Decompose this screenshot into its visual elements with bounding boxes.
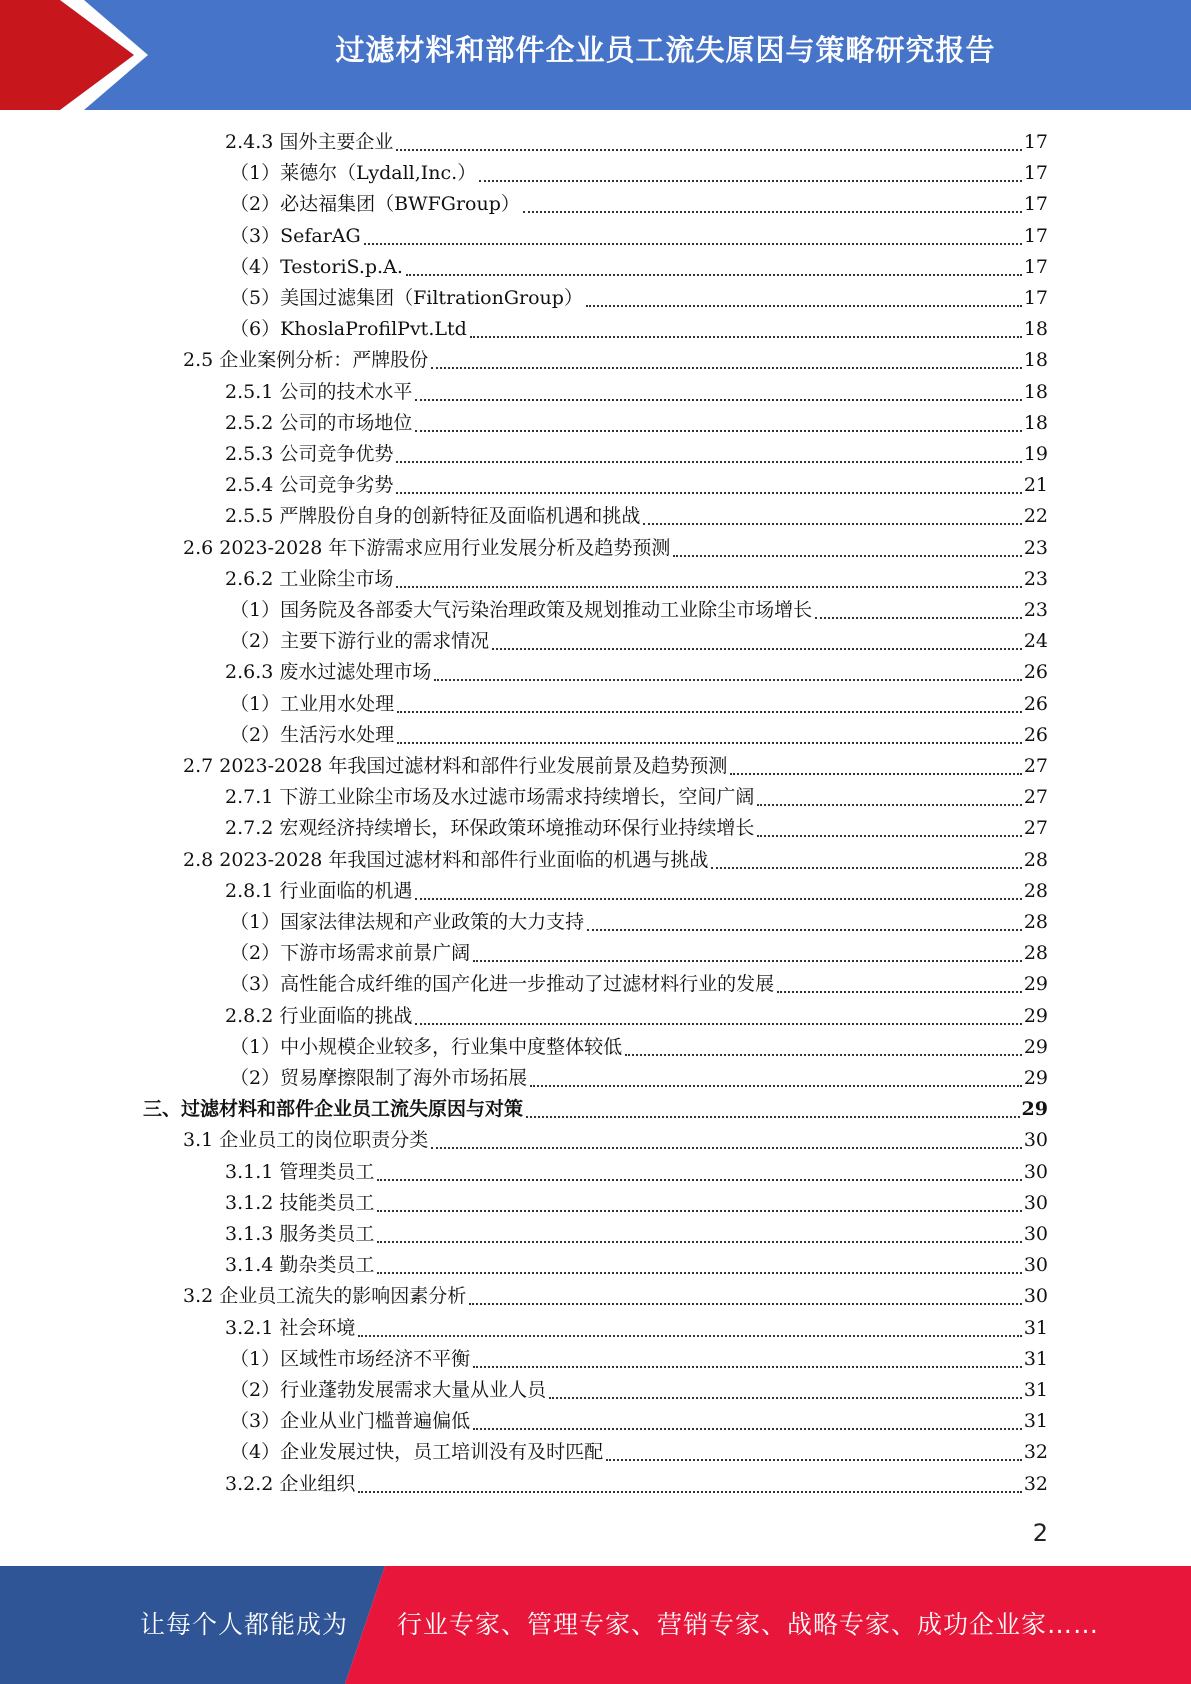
toc-entry[interactable] — [225, 1313, 1048, 1344]
toc-entry-page: 30 — [1023, 1223, 1048, 1245]
toc-entry-page: 28 — [1023, 848, 1048, 871]
toc-entry-page: 28 — [1023, 879, 1048, 902]
toc-entry-page: 30 — [1023, 1160, 1048, 1183]
toc-entry-page: 29 — [1023, 1035, 1048, 1058]
toc-entry[interactable] — [225, 657, 1048, 688]
toc-entry[interactable] — [230, 314, 1048, 345]
toc-dot-leader — [415, 399, 1021, 401]
toc-entry[interactable] — [183, 1125, 1048, 1156]
toc-entry-label: 2.8.2 行业面临的挑战 — [225, 1004, 413, 1027]
toc-entry-label: （4）企业发展过快，员工培训没有及时匹配 — [230, 1441, 604, 1464]
toc-entry-label: 2.5.3 公司竞争优势 — [225, 443, 394, 465]
toc-entry-label: 3.1.2 技能类员工 — [225, 1191, 375, 1214]
toc-dot-leader — [469, 1303, 1022, 1305]
toc-entry[interactable] — [225, 1469, 1048, 1500]
toc-entry-label: 2.7.1 下游工业除尘市场及水过滤市场需求持续增长，空间广阔 — [225, 786, 755, 809]
toc-entry-label: （3）SefarAG — [230, 224, 361, 247]
toc-entry-label: 2.8.1 行业面临的机遇 — [225, 879, 413, 902]
toc-entry-label: （1）区域性市场经济不平衡 — [230, 1347, 471, 1370]
toc-entry-label: （2）下游市场需求前景广阔 — [230, 942, 471, 965]
toc-entry-label: （1）国家法律法规和产业政策的大力支持 — [230, 911, 585, 933]
toc-entry[interactable] — [225, 377, 1048, 408]
toc-dot-leader — [586, 305, 1022, 307]
toc-entry[interactable] — [183, 533, 1048, 564]
toc-dot-leader — [358, 1491, 1021, 1493]
toc-entry[interactable] — [225, 813, 1048, 844]
toc-entry-label: （1）莱德尔（Lydall,Inc.） — [230, 162, 477, 185]
toc-dot-leader — [473, 1366, 1022, 1368]
toc-entry[interactable] — [225, 1250, 1048, 1281]
toc-entry-label: （4）TestoriS.p.A. — [230, 255, 403, 278]
toc-entry-page: 17 — [1023, 224, 1048, 247]
toc-entry-page: 28 — [1023, 911, 1048, 933]
toc-dot-leader — [415, 1023, 1021, 1025]
toc-entry-label: 2.4.3 国外主要企业 — [225, 131, 394, 153]
toc-entry-page: 30 — [1023, 1129, 1048, 1152]
toc-entry[interactable] — [230, 252, 1048, 283]
toc-dot-leader — [431, 367, 1022, 369]
toc-entry-label: 3.2.2 企业组织 — [225, 1472, 356, 1495]
toc-entry[interactable] — [230, 969, 1048, 1000]
page-header — [0, 0, 1191, 110]
page-number: 2 — [1032, 1519, 1048, 1547]
toc-entry-label: （6）KhoslaProfilPvt.Ltd — [230, 318, 467, 341]
toc-entry-label: 2.5.1 公司的技术水平 — [225, 380, 413, 403]
toc-dot-leader — [777, 991, 1022, 993]
toc-entry-page: 27 — [1023, 817, 1048, 840]
toc-entry[interactable] — [230, 938, 1048, 969]
toc-entry[interactable] — [225, 782, 1048, 813]
toc-entry-page: 30 — [1023, 1191, 1048, 1214]
toc-entry-page: 17 — [1023, 162, 1048, 185]
toc-entry[interactable] — [230, 720, 1048, 751]
document-title: 过滤材料和部件企业员工流失原因与策略研究报告 — [335, 33, 996, 67]
toc-entry-label: （2）必达福集团（BWFGroup） — [230, 193, 520, 216]
toc-entry-page: 30 — [1023, 1254, 1048, 1277]
toc-entry-page: 31 — [1023, 1410, 1048, 1433]
toc-entry[interactable] — [225, 470, 1048, 501]
toc-entry[interactable] — [230, 689, 1048, 720]
toc-entry-page: 27 — [1023, 786, 1048, 809]
toc-dot-leader — [396, 149, 1021, 151]
toc-dot-leader — [643, 523, 1021, 525]
toc-entry-label: （3）企业从业门槛普遍偏低 — [230, 1410, 471, 1433]
toc-dot-leader — [549, 1397, 1022, 1399]
toc-entry[interactable] — [230, 1063, 1048, 1094]
toc-entry-page: 26 — [1023, 661, 1048, 684]
toc-entry[interactable] — [230, 907, 1048, 938]
toc-entry-page: 23 — [1023, 567, 1048, 590]
toc-entry-label: 2.6.3 废水过滤处理市场 — [225, 661, 432, 684]
toc-dot-leader — [473, 1428, 1022, 1430]
toc-entry[interactable] — [225, 127, 1048, 158]
toc-entry-page: 31 — [1023, 1379, 1048, 1401]
toc-entry-page: 28 — [1023, 942, 1048, 965]
toc-dot-leader — [757, 835, 1021, 837]
toc-entry[interactable] — [225, 876, 1048, 907]
toc-entry-page: 29 — [1023, 973, 1048, 996]
toc-dot-leader — [364, 243, 1022, 245]
toc-entry-page: 26 — [1023, 723, 1048, 746]
toc-dot-leader — [434, 679, 1021, 681]
toc-entry[interactable] — [183, 1281, 1048, 1312]
toc-entry-page: 18 — [1023, 318, 1048, 341]
toc-entry-page: 24 — [1023, 630, 1048, 653]
toc-entry-page: 32 — [1023, 1472, 1048, 1495]
toc-entry-label: 3.1 企业员工的岗位职责分类 — [183, 1129, 429, 1152]
toc-entry-label: 2.5.5 严牌股份自身的创新特征及面临机遇和挑战 — [225, 505, 641, 528]
toc-entry-label: 2.7 2023-2028 年我国过滤材料和部件行业发展前景及趋势预测 — [183, 755, 728, 777]
toc-dot-leader — [397, 711, 1022, 713]
toc-dot-leader — [606, 1459, 1022, 1461]
toc-dot-leader — [377, 1272, 1021, 1274]
toc-entry-label: 3.1.1 管理类员工 — [225, 1160, 375, 1183]
footer-slogan-left: 让每个人都能成为 — [140, 1610, 349, 1639]
toc-entry-label: 2.5.2 公司的市场地位 — [225, 411, 413, 434]
toc-entry[interactable] — [225, 439, 1048, 470]
toc-dot-leader — [587, 929, 1022, 931]
toc-entry-label: （1）国务院及各部委大气污染治理政策及规划推动工业除尘市场增长 — [230, 599, 813, 621]
toc-entry-label: （1）中小规模企业较多，行业集中度整体较低 — [230, 1035, 623, 1058]
toc-entry-page: 29 — [1023, 1067, 1048, 1089]
toc-entry-page: 17 — [1023, 193, 1048, 216]
toc-entry-label: 2.6 2023-2028 年下游需求应用行业发展分析及趋势预测 — [183, 536, 671, 559]
toc-entry[interactable] — [230, 221, 1048, 252]
toc-entry[interactable] — [230, 1344, 1048, 1375]
toc-dot-leader — [406, 274, 1022, 276]
toc-entry-page: 18 — [1023, 349, 1048, 372]
toc-entry-page: 18 — [1023, 411, 1048, 434]
toc-dot-leader — [492, 648, 1022, 650]
toc-entry[interactable] — [230, 1406, 1048, 1437]
toc-entry[interactable] — [230, 158, 1048, 189]
toc-entry[interactable] — [230, 1437, 1048, 1468]
toc-dot-leader — [673, 555, 1021, 557]
toc-entry-page: 23 — [1023, 536, 1048, 559]
toc-dot-leader — [526, 1116, 1020, 1118]
toc-entry-label: 3.2 企业员工流失的影响因素分析 — [183, 1285, 467, 1308]
toc-entry-label: （1）工业用水处理 — [230, 692, 395, 715]
toc-dot-leader — [415, 430, 1021, 432]
toc-dot-leader — [377, 1241, 1021, 1243]
toc-entry[interactable] — [230, 189, 1048, 220]
toc-entry-label: （2）行业蓬勃发展需求大量从业人员 — [230, 1379, 547, 1401]
toc-dot-leader — [711, 867, 1021, 869]
toc-entry-label: （2）主要下游行业的需求情况 — [230, 630, 490, 653]
toc-dot-leader — [358, 1335, 1021, 1337]
toc-entry-page: 19 — [1023, 443, 1048, 465]
page-footer — [0, 1566, 1191, 1684]
toc-entry[interactable] — [225, 408, 1048, 439]
toc-dot-leader — [470, 336, 1022, 338]
toc-dot-leader — [396, 461, 1021, 463]
toc-entry[interactable] — [143, 1094, 1048, 1125]
toc-entry-page: 27 — [1023, 755, 1048, 777]
toc-dot-leader — [523, 211, 1022, 213]
toc-entry-page: 29 — [1023, 1004, 1048, 1027]
toc-dot-leader — [479, 180, 1022, 182]
toc-entry-label: 2.5 企业案例分析：严牌股份 — [183, 349, 429, 372]
toc-dot-leader — [377, 1179, 1021, 1181]
toc-dot-leader — [757, 804, 1021, 806]
toc-dot-leader — [397, 742, 1022, 744]
toc-entry[interactable] — [183, 345, 1048, 376]
arrow-logo-icon — [0, 0, 160, 110]
toc-entry[interactable] — [230, 595, 1048, 626]
toc-entry-label: 3.1.4 勤杂类员工 — [225, 1254, 375, 1277]
toc-entry[interactable] — [183, 751, 1048, 782]
toc-entry-page: 17 — [1023, 287, 1048, 309]
toc-entry-page: 31 — [1023, 1347, 1048, 1370]
toc-entry[interactable] — [225, 564, 1048, 595]
toc-entry-page: 17 — [1023, 131, 1048, 153]
toc-dot-leader — [431, 1147, 1022, 1149]
toc-dot-leader — [625, 1054, 1022, 1056]
toc-dot-leader — [815, 617, 1022, 619]
toc-dot-leader — [396, 586, 1021, 588]
toc-entry[interactable] — [225, 1001, 1048, 1032]
toc-entry-label: 3.2.1 社会环境 — [225, 1316, 356, 1339]
toc-entry-page: 30 — [1023, 1285, 1048, 1308]
toc-entry[interactable] — [230, 1375, 1048, 1406]
toc-entry[interactable] — [230, 283, 1048, 314]
toc-entry[interactable] — [225, 501, 1048, 532]
toc-entry[interactable] — [183, 845, 1048, 876]
toc-entry-page: 26 — [1023, 692, 1048, 715]
toc-entry[interactable] — [225, 1157, 1048, 1188]
toc-entry-page: 17 — [1023, 255, 1048, 278]
toc-entry-label: 三、过滤材料和部件企业员工流失原因与对策 — [143, 1098, 524, 1121]
toc-entry[interactable] — [230, 626, 1048, 657]
toc-dot-leader — [730, 773, 1021, 775]
toc-entry-page: 32 — [1023, 1441, 1048, 1464]
toc-entry-label: 2.6.2 工业除尘市场 — [225, 567, 394, 590]
toc-entry-page: 31 — [1023, 1316, 1048, 1339]
toc-entry-label: 2.5.4 公司竞争劣势 — [225, 474, 394, 497]
toc-entry-label: 2.8 2023-2028 年我国过滤材料和部件行业面临的机遇与挑战 — [183, 848, 709, 871]
toc-entry-label: （5）美国过滤集团（FiltrationGroup） — [230, 287, 583, 309]
toc-entry-label: （2）贸易摩擦限制了海外市场拓展 — [230, 1067, 528, 1089]
toc-entry-label: （3）高性能合成纤维的国产化进一步推动了过滤材料行业的发展 — [230, 973, 775, 996]
toc-dot-leader — [530, 1085, 1022, 1087]
toc-dot-leader — [396, 492, 1021, 494]
toc-entry-page: 23 — [1023, 599, 1048, 621]
footer-slogan-right: 行业专家、管理专家、营销专家、战略专家、成功企业家…… — [397, 1610, 1100, 1639]
toc-entry-label: 3.1.3 服务类员工 — [225, 1223, 375, 1245]
toc-entry[interactable] — [225, 1219, 1048, 1250]
toc-entry-page: 29 — [1021, 1098, 1048, 1121]
toc-entry-page: 18 — [1023, 380, 1048, 403]
toc-entry[interactable] — [225, 1188, 1048, 1219]
toc-entry-page: 21 — [1023, 474, 1048, 497]
toc-dot-leader — [415, 898, 1021, 900]
toc-entry-label: 2.7.2 宏观经济持续增长，环保政策环境推动环保行业持续增长 — [225, 817, 755, 840]
toc-entry-label: （2）生活污水处理 — [230, 723, 395, 746]
toc-dot-leader — [377, 1210, 1021, 1212]
toc-dot-leader — [473, 960, 1022, 962]
toc-entry[interactable] — [230, 1032, 1048, 1063]
toc-entry-page: 22 — [1023, 505, 1048, 528]
